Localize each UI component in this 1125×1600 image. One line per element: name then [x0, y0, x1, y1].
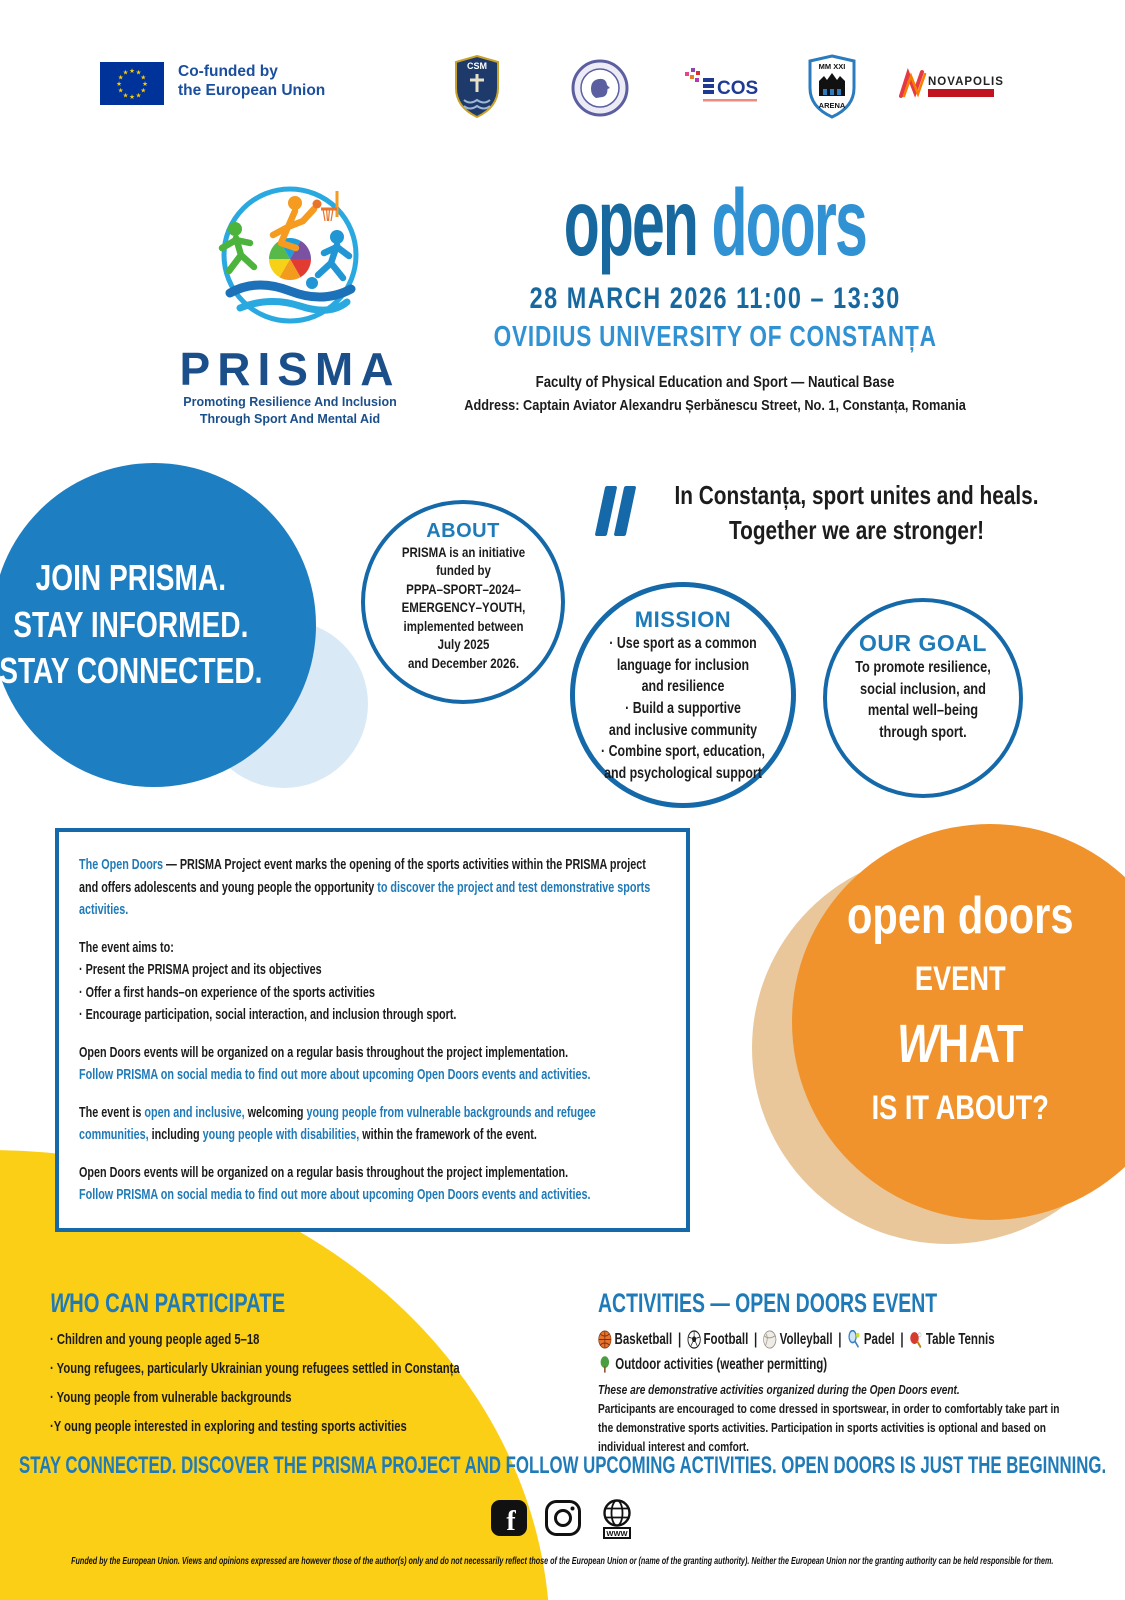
sport-table-tennis: Table Tennis — [909, 1330, 994, 1349]
prisma-tagline — [140, 394, 440, 428]
svg-text:★: ★ — [135, 68, 142, 77]
participate-item: · Children and young people aged 5–18 — [50, 1331, 260, 1348]
svg-text:★: ★ — [122, 91, 129, 100]
activities-sports-row: Basketball | Football | Volleyball | Padel | Table Tennis — [598, 1330, 1068, 1349]
info-paragraph-aims: The event aims to: · Present the PRISMA project and its objectives · Offer a first hands–on experience of the sports activities · Encourage participation, social interaction, and inclusion through sport. — [79, 938, 457, 1023]
svg-text:★: ★ — [129, 67, 135, 75]
volleyball-icon — [763, 1330, 777, 1349]
padel-icon — [847, 1330, 861, 1349]
orange-line3: WHAT — [896, 1014, 1024, 1074]
facebook-icon[interactable] — [489, 1498, 529, 1547]
svg-text:★: ★ — [117, 73, 124, 82]
novapolis-label: NOVAPOLIS — [928, 76, 1004, 88]
eu-cofunded-line2: the European Union — [178, 82, 326, 100]
eu-cofunded-line1: Co-funded by — [178, 63, 278, 80]
football-icon — [687, 1330, 701, 1349]
quote-mark-icon — [600, 486, 631, 536]
prisma-tagline-line1: Promoting Resilience And Inclusion — [183, 395, 397, 409]
svg-text:★: ★ — [116, 80, 122, 88]
prisma-tagline-line2: Through Sport And Mental Aid — [199, 411, 381, 426]
participate-item: · Young refugees, particularly Ukrainian young refugees settled in Constanța — [50, 1359, 460, 1377]
mission-title: MISSION — [634, 607, 732, 632]
quote-line1: In Constanța, sport unites and heals. — [673, 480, 1039, 510]
info-paragraph-regular2: Open Doors events will be organized on a regular basis throughout the project implementation. Follow PRISMA on social media to find out more about upcoming Open Doors events and activities. — [79, 1163, 591, 1203]
orange-line1: open doors — [846, 887, 1074, 945]
event-title-open: open — [563, 170, 712, 276]
orange-line4: IS IT ABOUT? — [871, 1089, 1049, 1127]
funding-disclaimer: Funded by the European Union. Views and opinions expressed are however those of the author(s) only and do not necessarily reflect those of the European Union or (name of the granting authority). Neither the European Union nor the granting authority can be held responsible for them. — [71, 1556, 1054, 1567]
event-faculty: Faculty of Physical Education and Sport — Nautical Base — [535, 374, 895, 392]
about-title: ABOUT — [426, 520, 500, 542]
quote-line2: Together we are stronger! — [728, 515, 984, 546]
arena-label-top: MM XXI — [818, 62, 846, 71]
ecos-label: COS — [717, 78, 759, 99]
prisma-logo — [185, 176, 395, 338]
svg-text:★: ★ — [129, 93, 135, 101]
svg-text:WWW: WWW — [605, 1529, 628, 1538]
event-title — [420, 170, 1010, 276]
join-line2: STAY INFORMED. — [13, 603, 249, 645]
join-circle — [0, 463, 316, 787]
blue-kicker-figure — [318, 230, 349, 278]
mission-circle — [570, 582, 796, 808]
ovidius-university-seal — [570, 58, 630, 118]
mission-body: · Use sport as a common language for inclusion and resilience · Build a supportive and inclusive community · Combine sport, education, and psychological support — [601, 635, 765, 783]
orange-circle-text — [795, 886, 1125, 1128]
goal-body: To promote resilience, social inclusion, and mental well–being through sport. — [855, 659, 991, 741]
arena-label-bottom: ARENA — [818, 101, 846, 110]
activities-title: ACTIVITIES — OPEN DOORS EVENT — [598, 1288, 938, 1318]
participate-title: WHO CAN PARTICIPATE — [50, 1288, 286, 1318]
website-icon[interactable] — [597, 1498, 637, 1547]
social-icons-row — [0, 1498, 1125, 1547]
ecos-logo — [683, 66, 769, 108]
csm-label: CSM — [467, 61, 487, 71]
novapolis-logo — [894, 66, 1004, 108]
svg-text:★: ★ — [140, 73, 147, 82]
eu-flag-icon — [100, 62, 164, 105]
info-paragraph-regular1: Open Doors events will be organized on a regular basis throughout the project implementation. Follow PRISMA on social media to find out more about upcoming Open Doors events and activities. — [79, 1043, 591, 1083]
goal-title: OUR GOAL — [859, 630, 987, 656]
sport-volleyball: Volleyball — [763, 1330, 832, 1349]
info-paragraph-intro: The Open Doors — PRISMA Project event marks the opening of the sports activities within the PRISMA project and offers adolescents and young people the opportunity to discover the project and test demonstrative sports activities. — [79, 856, 651, 918]
basketball-icon — [598, 1330, 612, 1349]
table-tennis-icon — [909, 1330, 923, 1349]
event-title-doors: doors — [711, 170, 867, 276]
join-line1: JOIN PRISMA. — [35, 556, 227, 598]
orange-line2: EVENT — [914, 960, 1006, 998]
quote — [642, 478, 1070, 548]
svg-text:★: ★ — [140, 86, 147, 95]
participate-item: · Young people from vulnerable backgrounds — [50, 1388, 292, 1406]
svg-text:★: ★ — [142, 80, 148, 88]
activities-note-italic: These are demonstrative activities organized during the Open Doors event. — [598, 1382, 960, 1397]
eu-cofunded-logo — [100, 62, 325, 105]
activities-note: Participants are encouraged to come dressed in sportswear, in order to comfortably take part in the demonstrative sports activities. Participation in sports activities is optional and based on individual interest and comfort. — [598, 1401, 1060, 1454]
sport-basketball: Basketball — [598, 1330, 672, 1349]
svg-text:★: ★ — [135, 91, 142, 100]
info-paragraph-inclusive: The event is open and inclusive, welcoming young people from vulnerable backgrounds and refugee communities, including young people with disabilities, within the framework of the event. — [79, 1103, 596, 1143]
about-circle — [361, 500, 565, 704]
sport-padel: Padel — [847, 1330, 894, 1349]
arena-club-logo — [806, 54, 858, 120]
sport-football: Football — [687, 1330, 748, 1349]
event-address: Address: Captain Aviator Alexandru Șerbănescu Street, No. 1, Constanța, Romania — [464, 397, 966, 415]
join-line3: STAY CONNECTED. — [0, 650, 263, 692]
activities-outdoor-row — [598, 1355, 1068, 1374]
about-body: PRISMA is an initiative funded by PPPA–SPORT–2024– EMERGENCY–YOUTH, implemented between July 2025 and December 2026. — [401, 544, 525, 671]
instagram-icon[interactable] — [543, 1498, 583, 1547]
svg-text:f: f — [505, 1506, 516, 1537]
outdoor-label: Outdoor activities (weather permitting) — [615, 1355, 828, 1373]
event-venue: OVIDIUS UNIVERSITY OF CONSTANȚA — [493, 321, 937, 354]
csm-club-logo — [452, 54, 502, 120]
svg-text:★: ★ — [122, 68, 129, 77]
prisma-wordmark: PRISMA — [179, 343, 401, 395]
info-box — [55, 828, 690, 1232]
goal-circle — [823, 598, 1023, 798]
event-datetime: 28 MARCH 2026 11:00 – 13:30 — [529, 282, 901, 316]
tree-icon — [598, 1355, 612, 1374]
svg-text:★: ★ — [117, 86, 124, 95]
participate-item: ·Y oung people interested in exploring and testing sports activities — [50, 1417, 407, 1435]
stay-connected-banner: STAY CONNECTED. DISCOVER THE PRISMA PROJECT AND FOLLOW UPCOMING ACTIVITIES. OPEN DOORS IS JUST THE BEGINNING. — [18, 1452, 1107, 1479]
